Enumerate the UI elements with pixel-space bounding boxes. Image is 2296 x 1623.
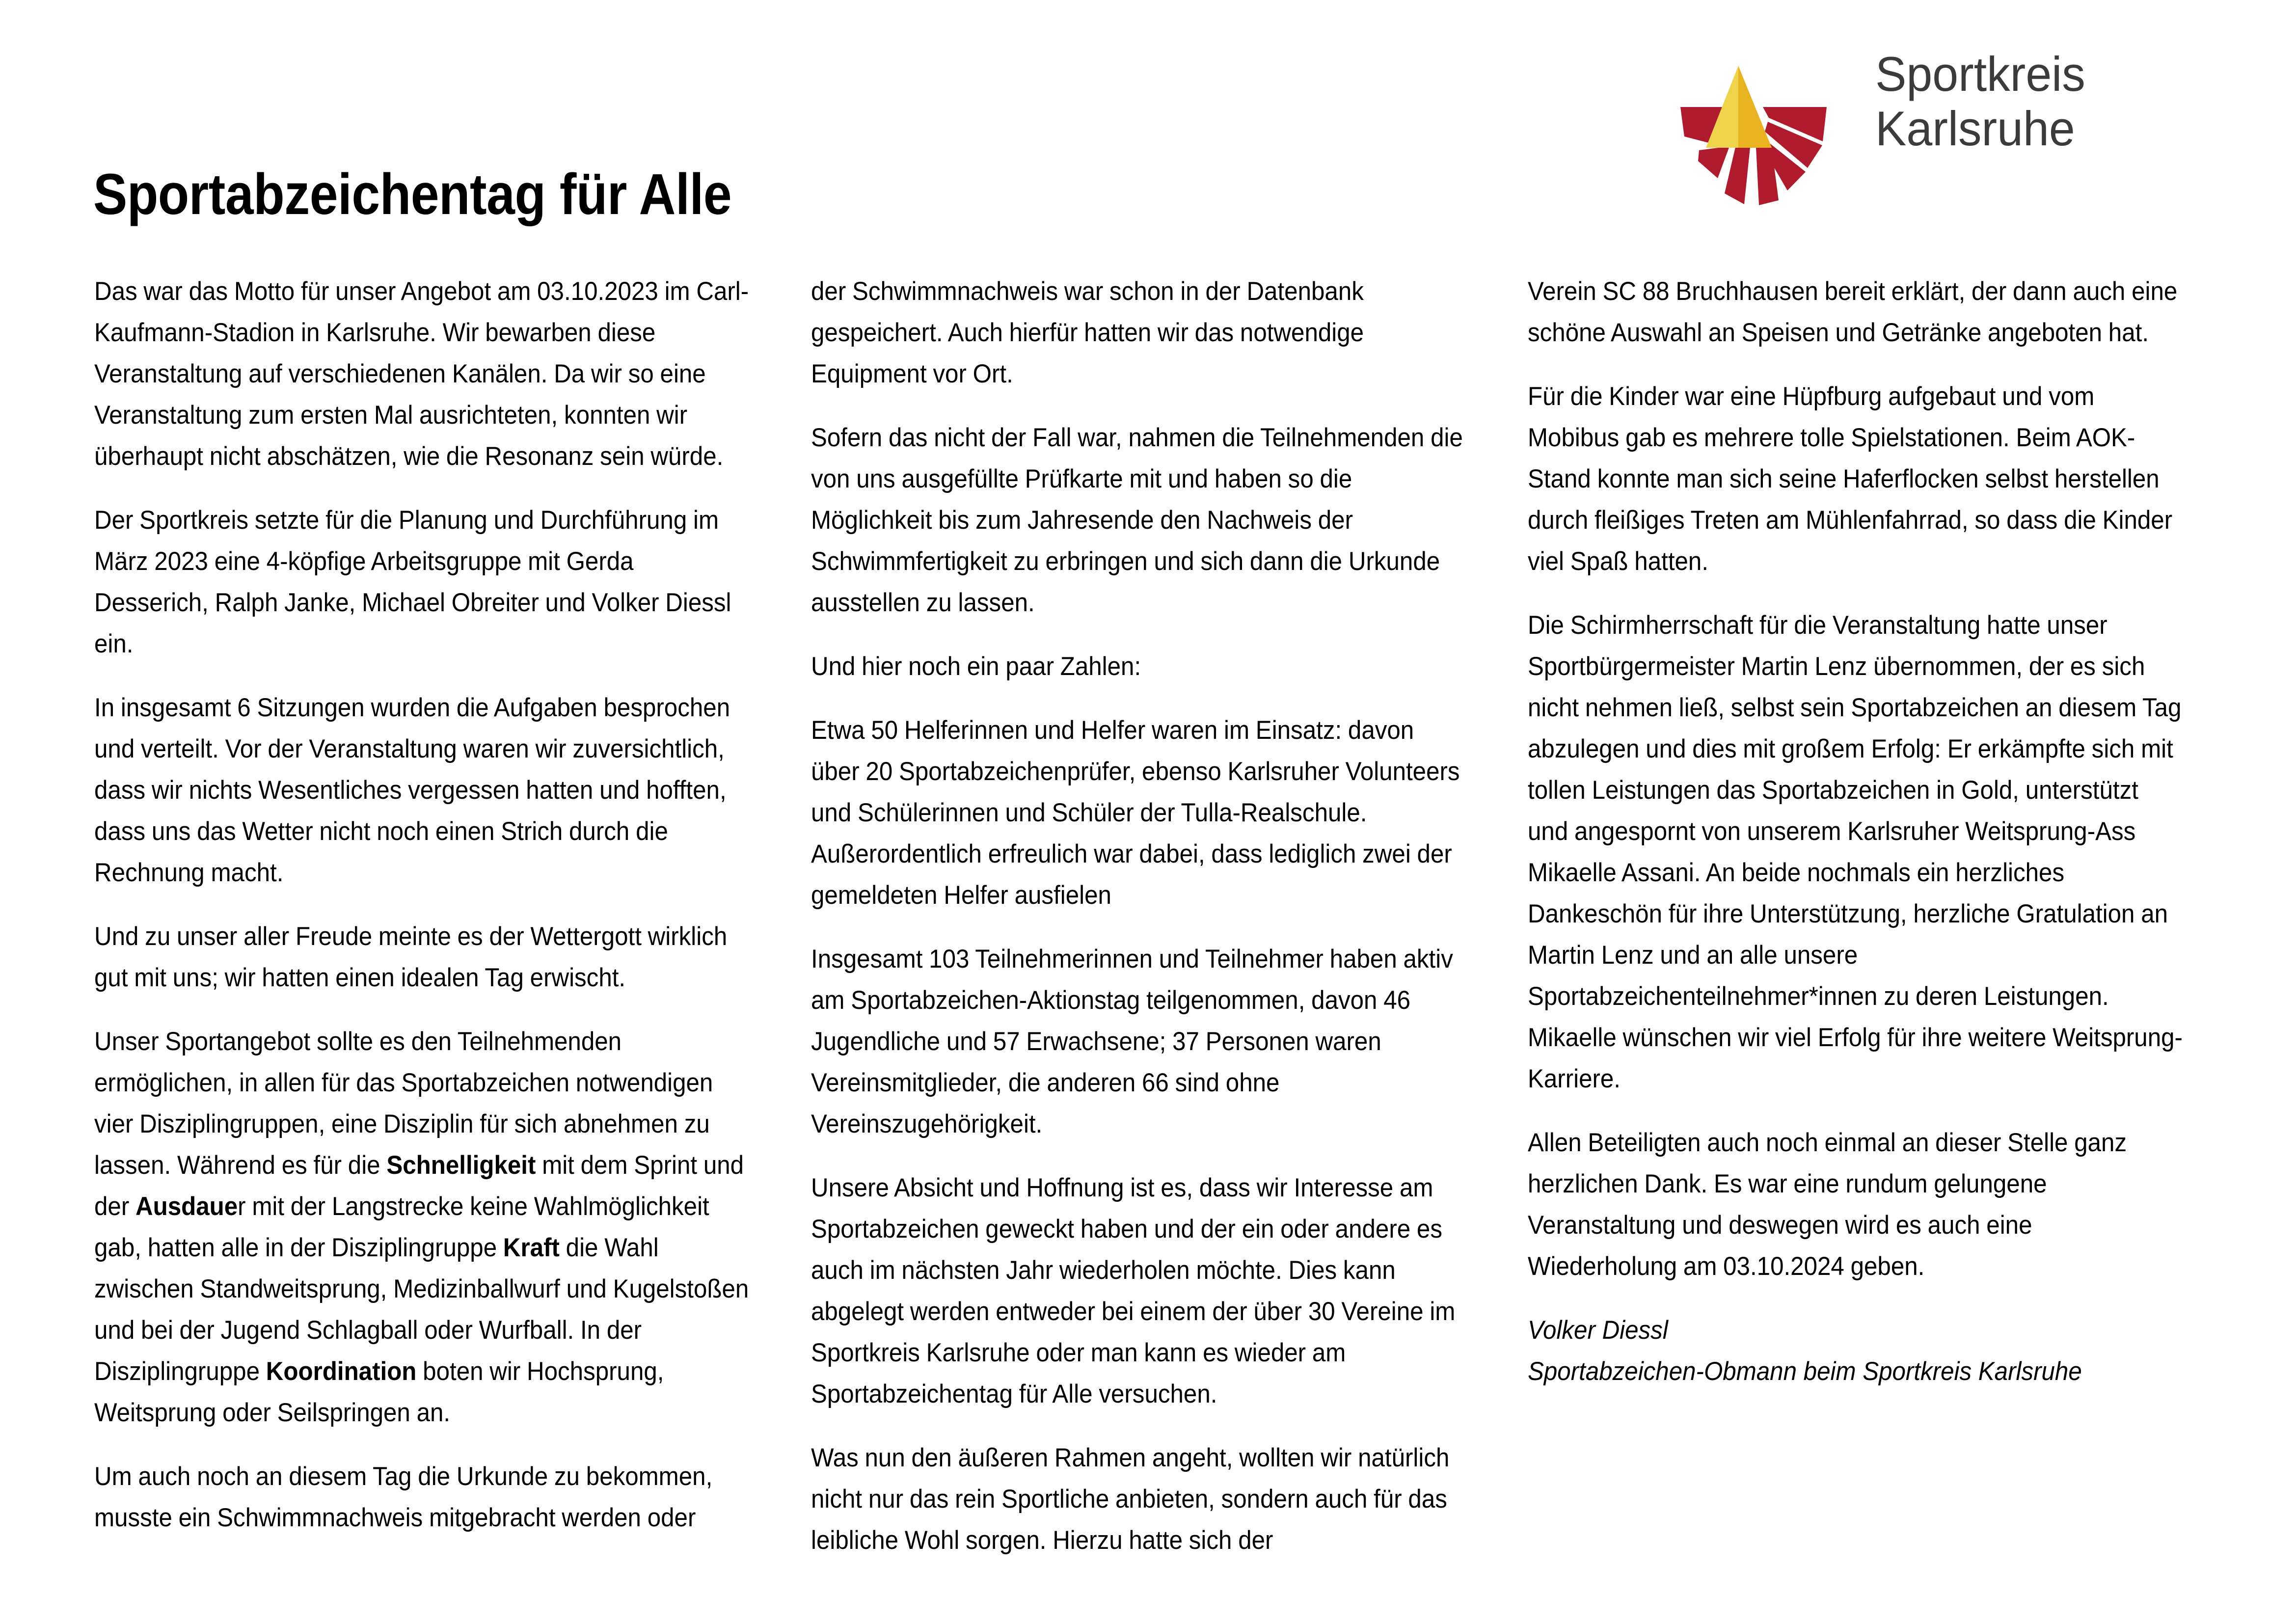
text-column-2 — [811, 271, 1466, 1561]
paragraph: Der Sportkreis setzte für die Planung und Durchführung im März 2023 eine 4-köpfige Arbeitsgruppe mit Gerda Desserich, Ralph Janke, Michael Obreiter und Volker Diessl ein. — [94, 506, 731, 658]
text-column-1 — [94, 271, 750, 1539]
paragraph: Etwa 50 Helferinnen und Helfer waren im Einsatz: davon über 20 Sportabzeichenprüfer, ebenso Karlsruher Volunteers und Schülerinnen und Schüler der Tulla-Realschule. Außerordentlich erfreulich war dabei, dass lediglich zwei der gemeldeten Helfer ausfielen — [811, 716, 1460, 910]
paragraph: Insgesamt 103 Teilnehmerinnen und Teilnehmer haben aktiv am Sportabzeichen-Aktionstag teilgenommen, davon 46 Jugendliche und 57 Erwachsene; 37 Personen waren Vereinsmitglieder, die anderen 66 sind ohne Vereinszugehörigkeit. — [811, 945, 1453, 1138]
logo-line-sportkreis: Sportkreis — [1875, 47, 2085, 101]
paragraph: Was nun den äußeren Rahmen angeht, wollten wir natürlich nicht nur das rein Sportliche anbieten, sondern auch für das leibliche Wohl sorgen. Hierzu hatte sich der — [811, 1443, 1450, 1555]
signature-name: Volker Diessl — [1528, 1316, 1668, 1345]
paragraph: Und hier noch ein paar Zahlen: — [811, 652, 1141, 681]
paragraph: Unsere Absicht und Hoffnung ist es, dass wir Interesse am Sportabzeichen geweckt haben und der ein oder andere es auch im nächsten Jahr wiederholen möchte. Dies kann abgelegt werden entweder bei einem der über 30 Vereine im Sportkreis Karlsruhe oder man kann es wieder am Sportabzeichentag für Alle versuchen. — [811, 1173, 1456, 1408]
page-title: Sportabzeichentag für Alle — [93, 162, 732, 227]
logo-wordmark — [1875, 47, 2209, 156]
paragraph: Um auch noch an diesem Tag die Urkunde zu bekommen, musste ein Schwimmnachweis mitgebracht werden oder — [94, 1462, 713, 1532]
document-header — [0, 0, 2296, 245]
paragraph: Die Schirmherrschaft für die Veranstaltung hatte unser Sportbürgermeister Martin Lenz übernommen, der es sich nicht nehmen ließ, selbst sein Sportabzeichen an diesem Tag abzulegen und dies mit großem Erfolg: Er erkämpfte sich mit tollen Leistungen das Sportabzeichen in Gold, unterstützt und angespornt von unserem Karlsruher Weitsprung-Ass Mikaelle Assani. An beide nochmals ein herzliches Dankeschön für ihre Unterstützung, herzliche Gratulation an Martin Lenz und an alle unsere Sportabzeichenteilnehmer*innen zu deren Leistungen. Mikaelle wünschen wir viel Erfolg für ihre weitere Weitsprung-Karriere. — [1528, 611, 2183, 1093]
paragraph: Allen Beteiligten auch noch einmal an dieser Stelle ganz herzlichen Dank. Es war eine rundum gelungene Veranstaltung und deswegen wird es auch eine Wiederholung am 03.10.2024 geben. — [1528, 1128, 2127, 1281]
paragraph: Für die Kinder war eine Hüpfburg aufgebaut und vom Mobibus gab es mehrere tolle Spielstationen. Beim AOK-Stand konnte man sich seine Haferflocken selbst herstellen durch fleißiges Treten am Mühlenfahrrad, so dass die Kinder viel Spaß hatten. — [1528, 382, 2173, 576]
paragraph: Unser Sportangebot sollte es den Teilnehmenden ermöglichen, in allen für das Sportabzeichen notwendigen vier Disziplingruppen, eine Disziplin für sich abnehmen zu lassen. Während es für die Schnelligkeit mit dem Sprint und der Ausdauer mit der Langstrecke keine Wahlmöglichkeit gab, hatten alle in der Disziplingruppe Kraft die Wahl zwischen Standweitsprung, Medizinballwurf und Kugelstoßen und bei der Jugend Schlagball oder Wurfball. In der Disziplingruppe Koordination boten wir Hochsprung, Weitsprung oder Seilspringen an. — [94, 1027, 749, 1427]
article-body — [0, 271, 2296, 1555]
text-column-3 — [1528, 271, 2183, 1392]
paragraph: Sofern das nicht der Fall war, nahmen die Teilnehmenden die von uns ausgefüllte Prüfkarte mit und haben so die Möglichkeit bis zum Jahresende den Nachweis der Schwimmfertigkeit zu erbringen und sich dann die Urkunde ausstellen zu lassen. — [811, 423, 1463, 617]
signature-role: Sportabzeichen-Obmann beim Sportkreis Karlsruhe — [1528, 1357, 2082, 1386]
paragraph: der Schwimmnachweis war schon in der Datenbank gespeichert. Auch hierfür hatten wir das notwendige Equipment vor Ort. — [811, 277, 1364, 388]
emphasis-text: Koordination — [266, 1357, 417, 1386]
sportkreis-karlsruhe-logo — [1667, 43, 2212, 205]
emphasis-text: Ausdaue — [135, 1192, 238, 1221]
sportkreis-logo-mark-icon — [1667, 43, 1863, 205]
logo-line-karlsruhe: Karlsruhe — [1875, 101, 2075, 156]
paragraph: In insgesamt 6 Sitzungen wurden die Aufgaben besprochen und verteilt. Vor der Veranstaltung waren wir zuversichtlich, dass wir nichts Wesentliches vergessen hatten und hofften, dass uns das Wetter nicht noch einen Strich durch die Rechnung macht. — [94, 693, 730, 887]
emphasis-text: Kraft — [503, 1233, 560, 1262]
signature-block — [1528, 1310, 2183, 1392]
paragraph: Und zu unser aller Freude meinte es der Wettergott wirklich gut mit uns; wir hatten einen idealen Tag erwischt. — [94, 922, 728, 992]
paragraph: Das war das Motto für unser Angebot am 03.10.2023 im Carl-Kaufmann-Stadion in Karlsruhe. Wir bewarben diese Veranstaltung auf verschiedenen Kanälen. Da wir so eine Veranstaltung zum ersten Mal ausrichteten, konnten wir überhaupt nicht abschätzen, wie die Resonanz sein würde. — [94, 277, 749, 471]
paragraph: Verein SC 88 Bruchhausen bereit erklärt, der dann auch eine schöne Auswahl an Speisen und Getränke angeboten hat. — [1528, 277, 2178, 347]
emphasis-text: Schnelligkeit — [386, 1151, 536, 1180]
